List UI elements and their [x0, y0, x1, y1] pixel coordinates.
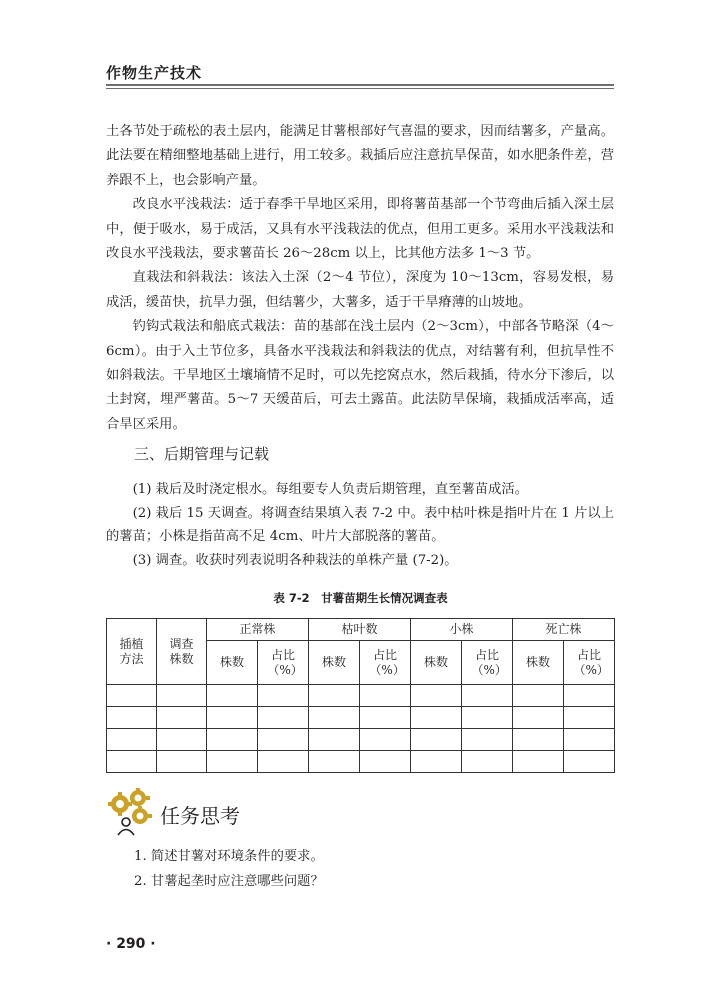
table-cell: [513, 751, 564, 773]
table-cell: [411, 729, 462, 751]
table-cell: [157, 707, 207, 729]
section-heading: 三、后期管理与记载: [134, 445, 270, 463]
subheader-ratio: 占比（%）: [462, 641, 513, 685]
table-cell: [462, 707, 513, 729]
table-cell: [513, 729, 564, 751]
table-row: [107, 685, 615, 707]
gears-person-icon: [108, 788, 152, 836]
question-item: 2. 甘薯起垄时应注意哪些问题？: [134, 874, 324, 889]
table-cell: [513, 707, 564, 729]
subheader-count: 株数: [513, 641, 564, 685]
table-row: [107, 707, 615, 729]
table-cell: [157, 751, 207, 773]
paragraph: 直栽法和斜栽法：该法入土深（2～4 节位），深度为 10～13cm，容易发根，易成活，缓苗快，抗旱力强，但结薯少，大薯多，适于干旱瘠薄的山坡地。: [106, 270, 614, 310]
table-cell: [411, 707, 462, 729]
table-cell: [107, 751, 157, 773]
table-cell: [207, 685, 258, 707]
table-cell: [309, 685, 360, 707]
body-text: [106, 120, 614, 437]
subheader-count: 株数: [309, 641, 360, 685]
table-cell: [258, 685, 309, 707]
list-item: (2) 栽后 15 天调查。将调查结果填入表 7-2 中。表中枯叶株是指叶片在 1 片以上的薯苗；小株是指苗高不足 4cm、叶片大部脱落的薯苗。: [106, 505, 614, 545]
table-cell: [564, 707, 615, 729]
table-cell: [207, 751, 258, 773]
paragraph: 钓钩式栽法和船底式栽法：苗的基部在浅土层内（2～3cm），中部各节略深（4～6cm）。由于入土节位多，具备水平浅栽法和斜栽法的优点，对结薯有利，但抗旱性不如斜栽法。干旱地区土壤墒情不足时，可以先挖窝点水，然后栽插，待水分下渗后，以土封窝，埋严薯苗。5～7 天缓苗后，可去土露苗。此法防旱保墒，栽插成活率高，适合旱区采用。: [106, 319, 614, 432]
question-item: 1. 简述甘薯对环境条件的要求。: [134, 849, 324, 864]
running-header-title: 作物生产技术: [106, 64, 203, 82]
subheader-ratio: 占比（%）: [258, 641, 309, 685]
table-cell: [107, 685, 157, 707]
table-cell: [258, 729, 309, 751]
table-cell: [462, 729, 513, 751]
table-cell: [411, 685, 462, 707]
header-group: 正常株: [207, 619, 309, 641]
list-item: (1) 栽后及时浇定根水。每组要专人负责后期管理，直至薯苗成活。: [132, 482, 528, 497]
survey-table: [106, 618, 615, 773]
paragraph: 改良水平浅栽法：适于春季干旱地区采用，即将薯苗基部一个节弯曲后插入深土层中，便于吸水，易于成活，又具有水平浅栽法的优点，但用工更多。采用水平浅栽法和改良水平浅栽法，要求薯苗长 26～28cm 以上，比其他方法多 1～3 节。: [106, 197, 614, 262]
table-cell: [309, 729, 360, 751]
table-cell: [107, 707, 157, 729]
table-cell: [462, 751, 513, 773]
table-cell: [564, 685, 615, 707]
table-cell: [309, 751, 360, 773]
subheader-ratio: 占比（%）: [360, 641, 411, 685]
table-cell: [564, 751, 615, 773]
header-rule: [106, 84, 614, 86]
table-row: [107, 729, 615, 751]
table-cell: [107, 729, 157, 751]
table-cell: [157, 729, 207, 751]
task-heading: 任务思考: [160, 804, 240, 828]
subheader-ratio: 占比（%）: [564, 641, 615, 685]
subheader-count: 株数: [411, 641, 462, 685]
table-cell: [462, 685, 513, 707]
table-cell: [564, 729, 615, 751]
header-method: 插植方法: [107, 619, 157, 685]
header-count: 调查株数: [157, 619, 207, 685]
table-cell: [360, 751, 411, 773]
table-cell: [360, 729, 411, 751]
list-item: (3) 调查。收获时列表说明各种栽法的单株产量 (7-2)。: [132, 552, 458, 568]
header-group: 小株: [411, 619, 513, 641]
table-cell: [360, 707, 411, 729]
table-caption: 表 7-2 甘薯苗期生长情况调查表: [273, 591, 448, 605]
subheader-count: 株数: [207, 641, 258, 685]
table-cell: [309, 707, 360, 729]
page-number: · 290 ·: [106, 936, 156, 952]
paragraph: 土各节处于疏松的表土层内，能满足甘薯根部好气喜温的要求，因而结薯多，产量高。此法要在精细整地基础上进行，用工较多。栽插后应注意抗旱保苗，如水肥条件差，营养跟不上，也会影响产量。: [106, 124, 614, 188]
procedure-list: [106, 478, 614, 572]
table-cell: [513, 685, 564, 707]
table-cell: [157, 685, 207, 707]
table-cell: [411, 751, 462, 773]
table-cell: [360, 685, 411, 707]
table-cell: [207, 729, 258, 751]
table-cell: [207, 707, 258, 729]
header-rule-thin: [106, 88, 614, 89]
header-group: 死亡株: [513, 619, 615, 641]
table-row: [107, 751, 615, 773]
table-cell: [258, 707, 309, 729]
header-group: 枯叶数: [309, 619, 411, 641]
table-cell: [258, 751, 309, 773]
